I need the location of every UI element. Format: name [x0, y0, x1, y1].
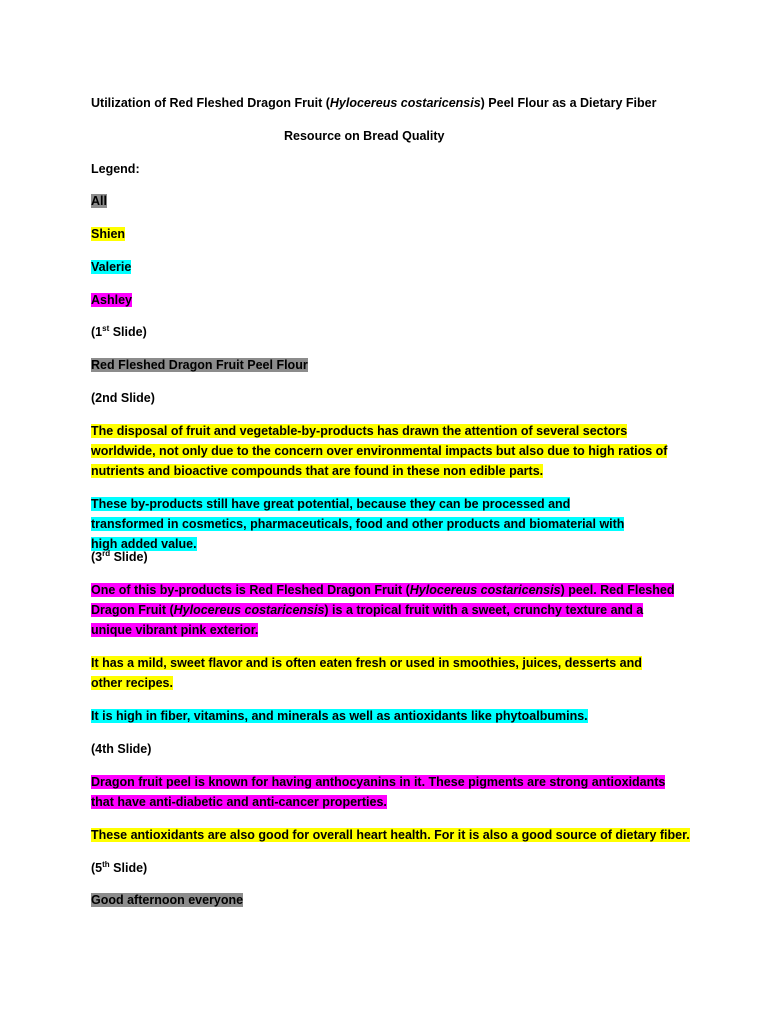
slide-2-paragraph-1 [91, 421, 671, 481]
slide-3-paragraph-1-text [91, 583, 674, 637]
slide-3-paragraph-2 [91, 653, 651, 693]
title-line-1 [91, 93, 691, 113]
slide-4-paragraph-1-text: Dragon fruit peel is known for having anthocyanins in it. These pigments are strong antioxidants that have anti-diabetic and anti-cancer properties. [91, 775, 666, 809]
slide-1-open: (1 [91, 325, 103, 339]
slide-4-label: (4th Slide) [91, 742, 152, 756]
slide-3-label [91, 547, 681, 567]
slide-3-paragraph-2-text: It has a mild, sweet flavor and is often eaten fresh or used in smoothies, juices, desserts and other recipes. [91, 656, 642, 690]
legend-valerie-text: Valerie [91, 260, 132, 274]
slide-2-label: (2nd Slide) [91, 391, 155, 405]
title-italic-species: Hylocereus costaricensis [329, 96, 481, 110]
title-line-2: Resource on Bread Quality [284, 129, 445, 143]
slide-4-paragraph-2 [91, 825, 711, 845]
slide-3-paragraph-3 [91, 706, 681, 726]
slide-3-paragraph-3-text: It is high in fiber, vitamins, and minerals as well as antioxidants like phytoalbumins. [91, 709, 588, 723]
slide-3-p1-part-b: ) peel. Red Fleshed Dragon Fruit ( [91, 583, 675, 617]
slide-1-sup: st [102, 323, 110, 333]
slide-5-text-content: Good afternoon everyone [91, 893, 244, 907]
slide-3-p1-italic-2: Hylocereus costaricensis [173, 603, 325, 617]
legend-ashley-text: Ashley [91, 293, 132, 307]
legend-label: Legend: [91, 162, 140, 176]
title-part-b: ) Peel Flour as a Dietary Fiber [480, 96, 657, 110]
slide-3-p1-part-c: ) is a tropical fruit with a sweet, crunchy texture and a unique vibrant pink exterior. [91, 603, 644, 637]
legend-all [91, 191, 681, 211]
slide-3-open: (3 [91, 550, 103, 564]
slide-5-close: Slide) [109, 861, 148, 875]
title-part-a: Utilization of Red Fleshed Dragon Fruit ( [91, 96, 330, 110]
legend-shien [91, 224, 681, 244]
slide-4-paragraph-2-text: These antioxidants are also good for overall heart health. For it is also a good source of dietary fiber. [91, 828, 690, 842]
legend-shien-text: Shien [91, 227, 126, 241]
slide-1-label [91, 322, 681, 342]
slide-2-paragraph-1-text: The disposal of fruit and vegetable-by-products has drawn the attention of several sectors worldwide, not only due to the concern over environmental impacts but also due to high ratios of nutrients and bioactive compounds that are found in these non edible parts. [91, 424, 668, 478]
slide-2-paragraph-2-text: These by-products still have great potential, because they can be processed and transformed in cosmetics, pharmaceuticals, food and other products and biomaterial with high added value. [91, 497, 625, 551]
slide-3-p1-italic-1: Hylocereus costaricensis [409, 583, 561, 597]
slide-3-p1-part-a: One of this by-products is Red Fleshed Dragon Fruit ( [91, 583, 410, 597]
legend-valerie [91, 257, 681, 277]
slide-3-paragraph-1 [91, 580, 681, 640]
slide-5-sup: th [102, 859, 110, 869]
slide-5-open: (5 [91, 861, 103, 875]
slide-1-close: Slide) [109, 325, 147, 339]
slide-3-close: Slide) [110, 550, 148, 564]
slide-3-sup: rd [102, 548, 111, 558]
legend-ashley [91, 290, 681, 310]
slide-1-text-content: Red Fleshed Dragon Fruit Peel Flour [91, 358, 308, 372]
slide-5-label [91, 858, 681, 878]
slide-1-text [91, 355, 681, 375]
legend-all-text: All [91, 194, 107, 208]
slide-5-text [91, 890, 681, 910]
slide-2-paragraph-2 [91, 494, 641, 554]
slide-4-paragraph-1 [91, 772, 671, 812]
